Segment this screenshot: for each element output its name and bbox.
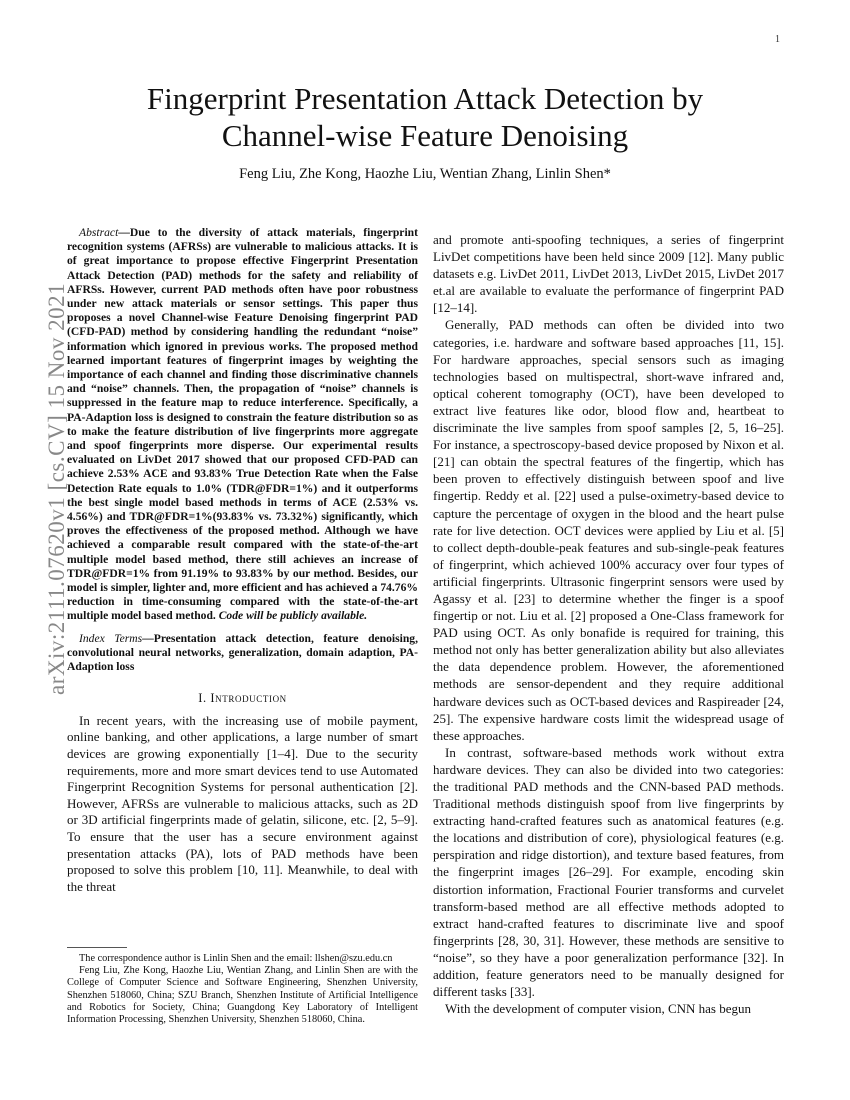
right-paragraph-3: With the development of computer vision, CNN has begun bbox=[445, 1001, 752, 1017]
page-number: 1 bbox=[775, 34, 780, 45]
right-paragraph-2: In contrast, software-based methods work without extra hardware devices. They can also be divided into two categories: the traditional PAD methods and the CNN-based PAD methods. Traditional methods distinguish spoof from live fingerprints by extracting hand-crafted features such as anatomical features (e.g. the locations and distribution of core), physiological features (e.g. perspiration and ridge distortion), and texture based features, from the fingerprint images [26–29]. For example, encoding skin distortion information, Fractional Fourier transforms and curvelet transform-based method are all effective methods adopted to extract hand-crafted features to discriminate live and spoof fingerprints [28, 30, 31]. However, these methods are sensitive to “noise”, so they have a poor generalization performance [32]. In addition, feature generators need to be manually designed for different tasks [33]. bbox=[433, 744, 784, 1000]
arxiv-identifier: arXiv:2111.07620v1 [cs.CV] 15 Nov 2021 bbox=[44, 282, 69, 695]
left-column bbox=[67, 226, 418, 895]
right-paragraph-1: Generally, PAD methods can often be divided into two categories, i.e. hardware and software based approaches [11, 15]. For hardware approaches, special sensors such as imaging technologies based on multispectral, short-wave infrared and, optical coherent tomography (OCT), have been developed to extract live features like odor, blood flow and, heartbeat to discriminate the live samples from spoof samples [2, 5, 16–25]. For instance, a spectroscopy-based device proposed by Nixon et al. [21] can obtain the spectral features of the fingertip, which has been proven to effectively distinguish between spoof and live fingertip. Reddy et al. [22] used a pulse-oximetry-based device to capture the percentage of oxygen in the blood and the heart pulse rate for live detection. OCT devices were applied by Liu et al. [5] to collect depth-double-peak features and sub-single-peak features of fingerprint, which achieved 100% accuracy over four types of artificial fingerprints. Ultrasonic fingerprint sensors were used by Agassy et al. [23] to determine whether the finger is a spoof fingertip or not. Liu et al. [2] proposed a One-Class framework for PAD using OCT. As only bonafide is required for training, this method not only has better generalization ability but also alleviates the data dependence problem. However, the aforementioned methods are sensor-dependent and they require additional hardware devices such as OCT-based devices and Raspireader [24, 25]. The expensive hardware costs limit the widespread usage of these approaches. bbox=[433, 317, 784, 743]
footnote-affiliations: Feng Liu, Zhe Kong, Haozhe Liu, Wentian Zhang, and Linlin Shen are with the College of Computer Science and Software Engineering, Shenzhen University, Shenzhen 518060, China; SZU Branch, Shenzhen Institute of Artificial Intelligence and Robotics for Society, China; Guangdong Key Laboratory of Intelligent Information Processing, Shenzhen University, Shenzhen 518060, China. bbox=[67, 965, 418, 1026]
title-line-1: Fingerprint Presentation Attack Detection by bbox=[146, 81, 704, 116]
author-list: Feng Liu, Zhe Kong, Haozhe Liu, Wentian Zhang, Linlin Shen* bbox=[239, 166, 611, 182]
paper-title bbox=[90, 80, 760, 154]
right-column bbox=[433, 231, 784, 1017]
intro-paragraph-1: In recent years, with the increasing use of mobile payment, online banking, and other applications, a large number of smart devices are growing exponentially [1–4]. Due to the security requirements, more and more smart devices tend to use Automated Fingerprint Recognition Systems for personal authentication [2]. However, AFRSs are vulnerable to malicious attacks, such as 2D or 3D artificial fingerprints made of gelatin, silicone, etc. [2, 5–9]. To ensure that the user has a secure environment against presentation attacks (PA), lots of PAD methods have been proposed to solve this problem [10, 11]. Meanwhile, to deal with the threat bbox=[67, 712, 418, 894]
abstract-lead: Abstract bbox=[79, 226, 119, 239]
section-heading-introduction: I. Introduction bbox=[198, 691, 287, 706]
footnote-correspondence: The correspondence author is Linlin Shen and the email: llshen@szu.edu.cn bbox=[79, 953, 393, 964]
title-line-2: Channel-wise Feature Denoising bbox=[221, 118, 629, 153]
abstract-code-note: Code will be publicly available. bbox=[218, 609, 368, 623]
abstract-body: —Due to the diversity of attack materials, fingerprint recognition systems (AFRSs) are vulnerable to malicious attacks. It is of great importance to propose effective Fingerprint Presentation Attack Detection (PAD) methods for the safety and reliability of AFRSs. However, current PAD methods often have poor robustness under new attack materials or sensor settings. This paper thus proposes a novel Channel-wise Feature Denoising fingerprint PAD (CFD-PAD) method by considering handling the redundant “noise” information which ignored in previous works. The proposed method learned important features of fingerprint images by weighting the importance of each channel and finding those discriminative channels and “noise” channels. Then, the propagation of “noise” channels is suppressed in the feature map to reduce interference. Specifically, a PA-Adaption loss is designed to constrain the feature distribution so as to make the feature distribution of live fingerprints more aggregate and spoof fingerprints more disperse. Our experimental results evaluated on LivDet 2017 showed that our proposed CFD-PAD can achieve 2.53% ACE and 93.83% True Detection Rate when the False Detection Rate equals to 1.0% (TDR@FDR=1%) and it outperforms the best single model based methods in terms of ACE (2.53% vs. 4.56%) and TDR@FDR=1%(93.83% vs. 73.32%) significantly, which proves the effectiveness of the proposed method. Although we have achieved a comparable result compared with the state-of-the-art multiple model based method, there still achieves an increase of TDR@FDR=1% from 91.19% to 93.83% by our method. Besides, our model is simpler, lighter and, more efficient and has achieved a 74.76% reduction in time-consuming compared with the state-of-the-art multiple model based method. bbox=[67, 226, 418, 623]
abstract bbox=[67, 226, 418, 624]
footnotes bbox=[67, 953, 418, 1026]
index-terms-lead: Index Terms bbox=[79, 631, 143, 645]
title-block bbox=[90, 80, 760, 183]
footnote-rule bbox=[67, 947, 127, 948]
index-terms bbox=[67, 632, 418, 675]
right-paragraph-0: and promote anti-spoofing techniques, a series of fingerprint LivDet competitions have been held since 2009 [12]. Many public datasets e.g. LivDet 2011, LivDet 2013, LivDet 2015, LivDet 2017 et.al are available to evaluate the performance of fingerprint PAD [12–14]. bbox=[433, 232, 784, 316]
index-terms-body: —Presentation attack detection, feature denoising, convolutional neural networks, generalization, domain adaption, PA-Adaption loss bbox=[67, 631, 418, 674]
